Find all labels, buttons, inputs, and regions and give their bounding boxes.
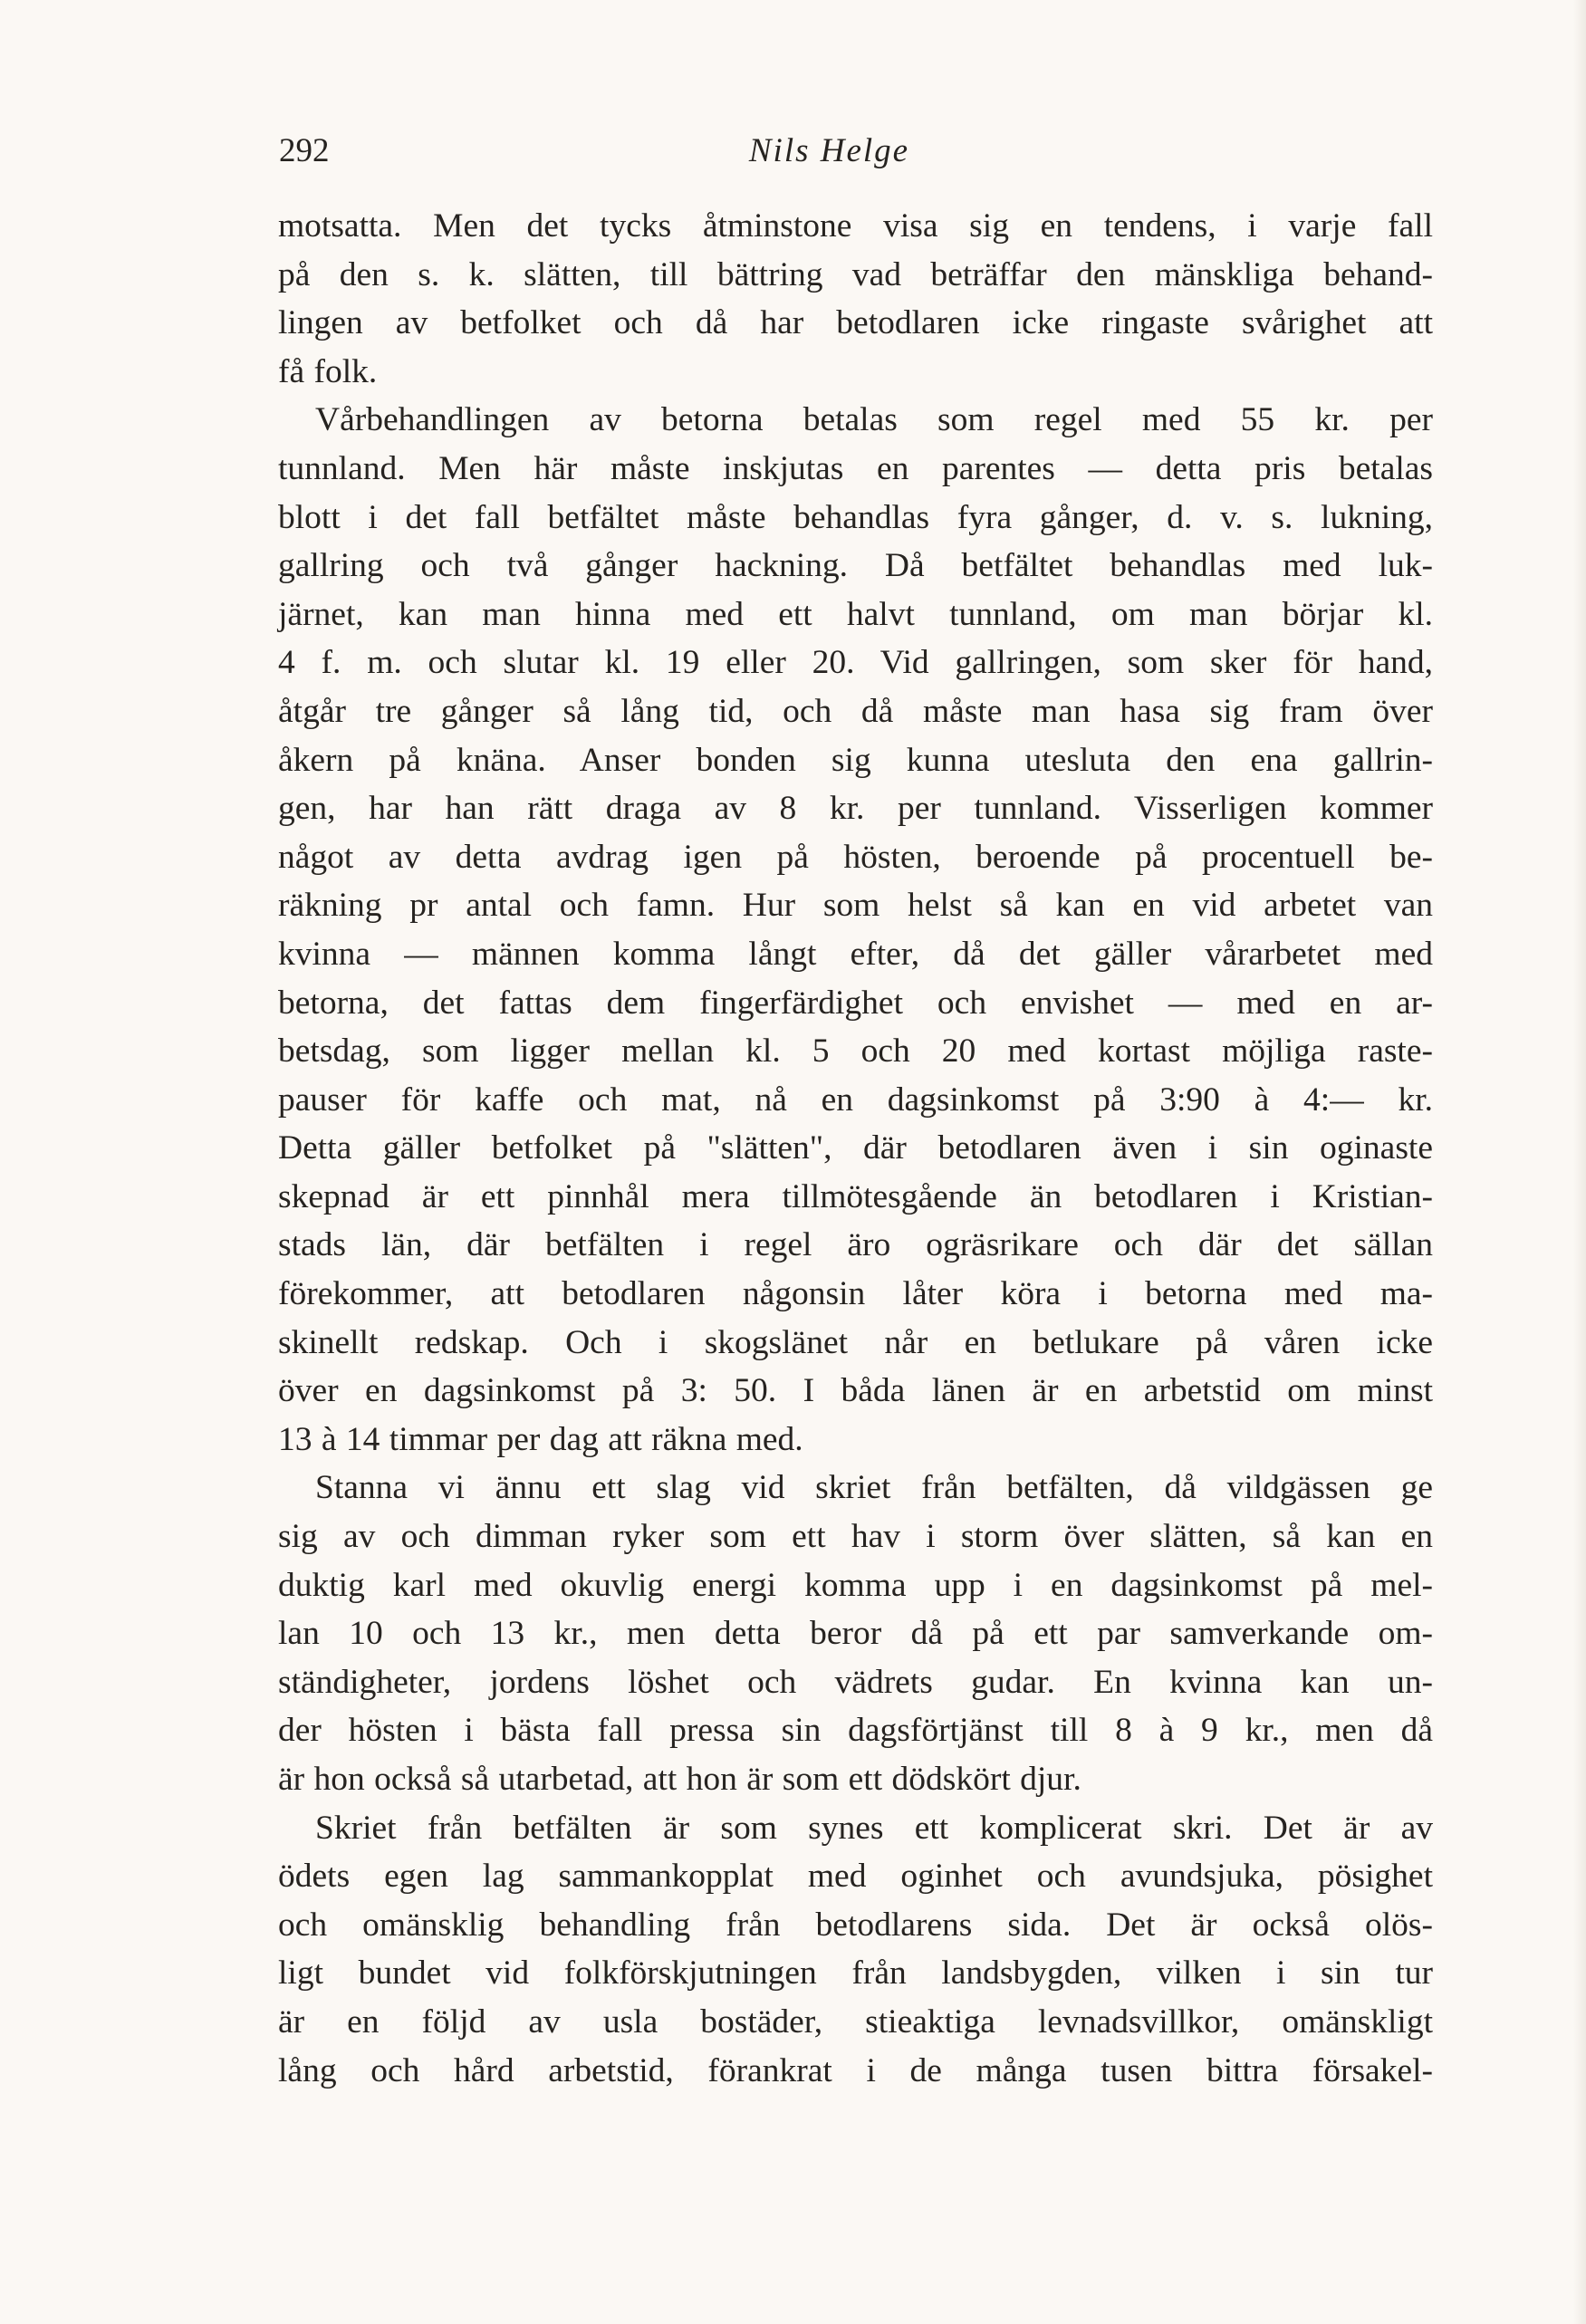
text-line: järnet, kan man hinna med ett halvt tunnland, om man börjar kl. [278, 595, 1433, 633]
text-line: något av detta avdrag igen på hösten, beroende på procentuell be- [278, 838, 1433, 876]
text-line: Stanna vi ännu ett slag vid skriet från betfälten, då vildgässen ge [315, 1469, 1433, 1507]
text-line: skepnad är ett pinnhål mera tillmötesgående än betodlaren i Kristian- [278, 1177, 1433, 1215]
text-line: stads län, där betfälten i regel äro ogräsrikare och där det sällan [278, 1226, 1433, 1264]
page-edge-shadow [1573, 0, 1586, 2324]
text-line: skinellt redskap. Och i skogslänet når en betlukare på våren icke [278, 1323, 1433, 1361]
text-line: åtgår tre gånger så lång tid, och då måste man hasa sig fram över [278, 692, 1433, 730]
running-head [0, 129, 1586, 174]
text-line: ständigheter, jordens löshet och vädrets gudar. En kvinna kan un- [278, 1663, 1433, 1701]
text-line: ligt bundet vid folkförskjutningen från landsbygden, vilken i sin tur [278, 1954, 1433, 1993]
page-number: 292 [279, 132, 330, 169]
text-line: Skriet från betfälten är som synes ett komplicerat skri. Det är av [315, 1809, 1433, 1847]
text-line: duktig karl med okuvlig energi komma upp i en dagsinkomst på mel- [278, 1566, 1433, 1604]
text-line: över en dagsinkomst på 3: 50. I båda länen är en arbetstid om minst [278, 1372, 1433, 1410]
text-line: är en följd av usla bostäder, stieaktiga levnadsvillkor, omänskligt [278, 2002, 1433, 2041]
text-line: lingen av betfolket och då har betodlaren icke ringaste svårighet att [278, 304, 1433, 342]
text-line: motsatta. Men det tycks åtminstone visa sig en tendens, i varje fall [278, 207, 1433, 245]
text-line: betorna, det fattas dem fingerfärdighet och envishet — med en ar- [278, 984, 1433, 1022]
text-line: sig av och dimman ryker som ett hav i storm över slätten, så kan en [278, 1518, 1433, 1556]
text-line: på den s. k. slätten, till bättring vad beträffar den mänskliga behand- [278, 255, 1433, 293]
text-line: blott i det fall betfältet måste behandlas fyra gånger, d. v. s. lukning, [278, 498, 1433, 536]
text-line: 4 f. m. och slutar kl. 19 eller 20. Vid gallringen, som sker för hand, [278, 644, 1433, 682]
text-line: är hon också så utarbetad, att hon är som ett dödskört djur. [278, 1761, 1081, 1798]
text-line: pauser för kaffe och mat, nå en dagsinkomst på 3:90 à 4:— kr. [278, 1080, 1433, 1119]
text-line: lång och hård arbetstid, förankrat i de många tusen bittra försakel- [278, 2051, 1433, 2089]
text-line: betsdag, som ligger mellan kl. 5 och 20 med kortast möjliga raste- [278, 1032, 1433, 1071]
text-line: gen, har han rätt draga av 8 kr. per tunnland. Visserligen kommer [278, 790, 1433, 828]
text-line: tunnland. Men här måste inskjutas en parentes — detta pris betalas [278, 449, 1433, 487]
body-text [278, 202, 1433, 2095]
text-line: Vårbehandlingen av betorna betalas som regel med 55 kr. per [315, 401, 1433, 439]
text-line: ödets egen lag sammankopplat med oginhet och avundsjuka, pösighet [278, 1858, 1433, 1896]
text-line: åkern på knäna. Anser bonden sig kunna utesluta den ena gallrin- [278, 741, 1433, 779]
text-line: Detta gäller betfolket på "slätten", där betodlaren även i sin oginaste [278, 1129, 1433, 1167]
text-line: gallring och två gånger hackning. Då betfältet behandlas med luk- [278, 547, 1433, 585]
text-line: och omänsklig behandling från betodlarens sida. Det är också olös- [278, 1906, 1433, 1944]
text-line: förekommer, att betodlaren någonsin låter köra i betorna med ma- [278, 1275, 1433, 1313]
text-line: få folk. [278, 352, 378, 390]
text-line: räkning pr antal och famn. Hur som helst så kan en vid arbetet van [278, 887, 1433, 925]
text-line: der hösten i bästa fall pressa sin dagsförtjänst till 8 à 9 kr., men då [278, 1712, 1433, 1750]
text-line: kvinna — männen komma långt efter, då det gäller vårarbetet med [278, 935, 1433, 973]
running-title: Nils Helge [748, 132, 910, 169]
text-line: lan 10 och 13 kr., men detta beror då på ett par samverkande om- [278, 1615, 1433, 1653]
text-line: 13 à 14 timmar per dag att räkna med. [278, 1420, 803, 1458]
